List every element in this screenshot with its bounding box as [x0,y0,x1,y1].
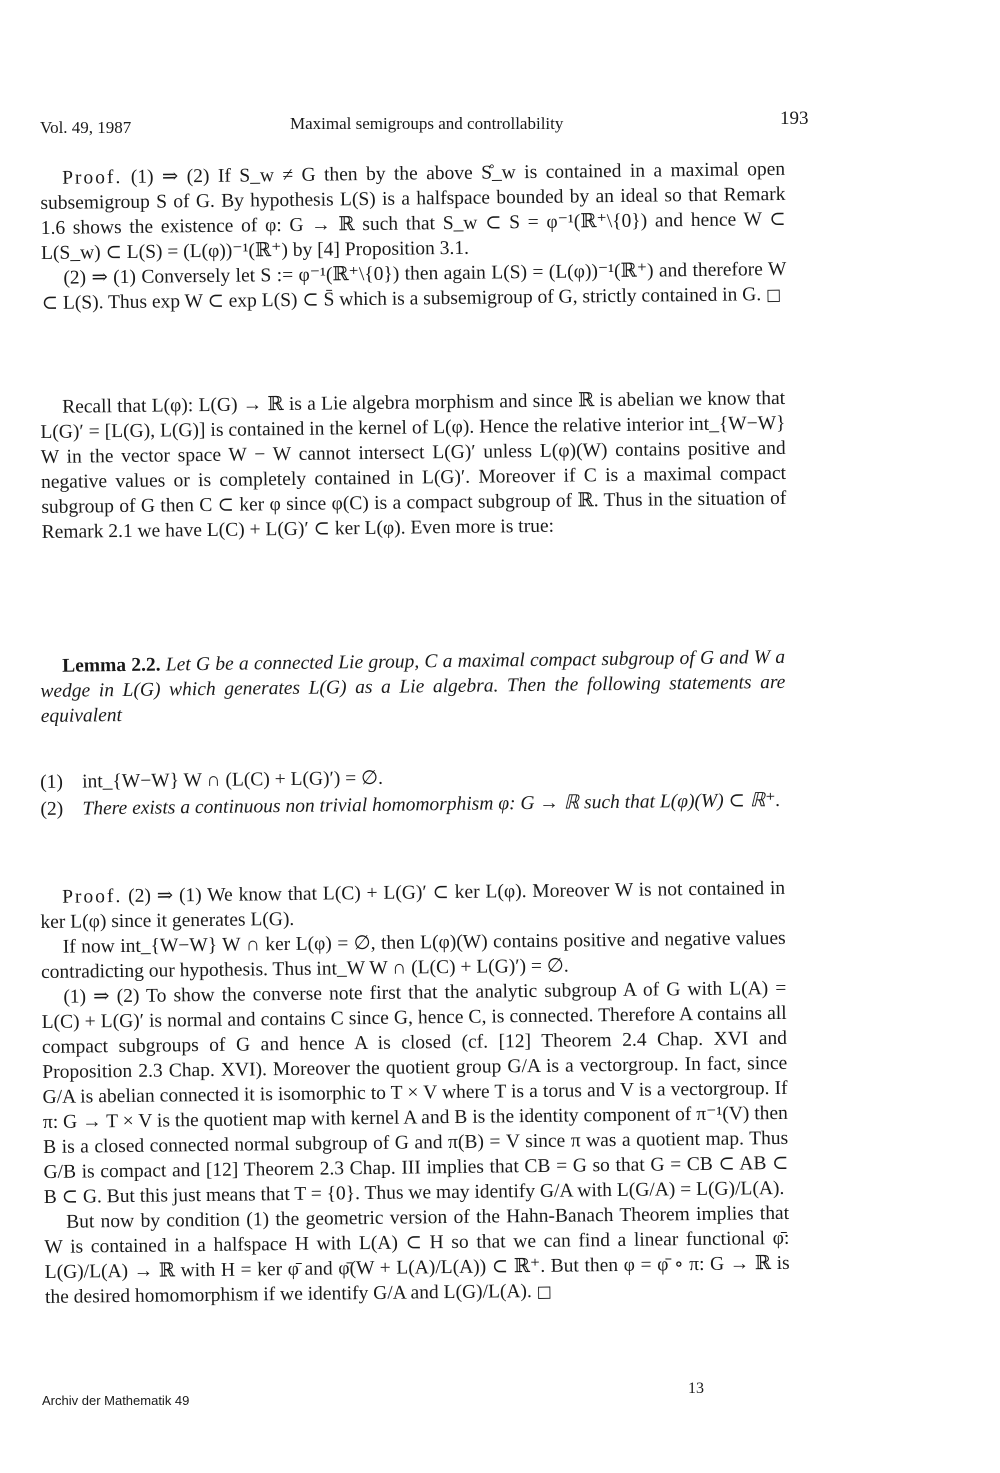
proof2-para4: But now by condition (1) the geometric version of the Hahn-Banach Theorem implies that W is contained in a halfspace H with L(A) ⊂ H so that we can find a linear functional φ̄: L(G)/L(A) → ℝ with H = ker φ̄ and φ̄(W + L(A)/L(A)) ⊂ ℝ⁺. But then φ = φ̄ ∘ π: G → ℝ is the desired homomorphism if we identify G/A and L(G)/L(A). [44,1202,790,1308]
proof1-paragraph [40,157,786,266]
proof1-label: Proof. [62,166,123,189]
proof2-paragraph-2: If now int_{W−W} W ∩ ker L(φ) = ∅, then L(φ)(W) contains positive and negative values contradicting our hypothesis. Thus int_W W ∩ (L(C) + L(G)′) = ∅. [40,927,786,983]
lemma-item-number: (2) [40,798,64,820]
recall-block [40,386,787,545]
lemma-label: Lemma 2.2. [62,654,161,677]
proof-block-2 [40,876,790,1310]
proof1-text: (1) ⇒ (2) If S_w ≠ G then by the above S̊_w is contained in a maximal open subsemigroup S of G. By hypothesis L(S) is a halfspace bounded by an ideal so that Remark 1.6 shows the existence of φ: G → ℝ such that S_w ⊂ S = φ⁻¹(ℝ⁺\{0}) and hence W ⊂ L(S_w) ⊂ L(S) = (L(φ))⁻¹(ℝ⁺) by [4] Proposition 3.1. [40,158,786,264]
running-header [40,108,809,142]
proof2-paragraph-1 [40,876,786,935]
journal-footer: Archiv der Mathematik 49 [42,1393,190,1408]
lemma-block [40,645,786,729]
volume-label: Vol. 49, 1987 [40,118,132,137]
proof1-paragraph-2 [41,257,787,316]
proof2-paragraph-4 [44,1201,790,1310]
page-number: 193 [780,108,809,129]
lemma-item-text: int_{W−W} W ∩ (L(C) + L(G)′) = ∅. [82,767,384,793]
qed-symbol: □ [536,1281,552,1301]
proof2-label: Proof. [62,885,123,908]
proof2-para1: (2) ⇒ (1) We know that L(C) + L(G)′ ⊂ ker L(φ). Moreover W is not contained in ker L(φ) since it generates L(G). [40,877,786,933]
qed-symbol: □ [765,284,782,305]
proof2-paragraph-3: (1) ⇒ (2) To show the converse note first that the analytic subgroup A of G with L(A) = L(C) + L(G)′ is normal and contains C since G, hence C, is connected. Therefore A contains all compact subgroups of G and hence A is closed (cf. [12] Theorem 2.4 Chap. XVI and Proposition 2.3 Chap. XVI). Moreover the quotient group G/A is a vectorgroup. In fact, since G/A is abelian connected it is isomorphic to T × V where T is a torus and V is a vectorgroup. If π: G → T × V is the quotient map with kernel A and B is the identity component of π⁻¹(V) then B is a closed connected normal subgroup of G and π(B) = V since π was a quotient map. Thus G/B is compact and [12] Theorem 2.3 Chap. III implies that CB = G so that G = CB ⊂ AB ⊂ B ⊂ G. But this just means that T = {0}. Thus we may identify G/A with L(G/A) = L(G)/L(A). [41,977,789,1208]
running-title: Maximal semigroups and controllability [290,114,564,133]
lemma-item-number: (1) [40,771,64,793]
lemma-statement-paragraph [40,645,786,729]
proof1-text2: (2) ⇒ (1) Conversely let S := φ⁻¹(ℝ⁺\{0}) then again L(S) = (L(φ))⁻¹(ℝ⁺) and therefore W ⊂ L(S). Thus exp W ⊂ exp L(S) ⊂ S̄ which is a subsemigroup of G, strictly contained in G. [41,258,787,314]
recall-paragraph: Recall that L(φ): L(G) → ℝ is a Lie algebra morphism and since ℝ is abelian we know that L(G)′ = [L(G), L(G)] is contained in the kernel of L(φ). Hence the relative interior int_{W−W} W in the vector space W − W cannot intersect L(G)′ unless L(φ)(W) contains positive and negative values or is completely contained in L(G)′. Moreover if C is a maximal compact subgroup of G then C ⊂ ker φ since φ(C) is a compact subgroup of ℝ. Thus in the situation of Remark 2.1 we have L(C) + L(G)′ ⊂ ker L(φ). Even more is true: [40,387,787,543]
signature-number: 13 [688,1380,704,1397]
proof-block-1 [40,157,787,316]
lemma-statement: Let G be a connected Lie group, C a maximal compact subgroup of G and W a wedge in L(G) which generates L(G) as a Lie algebra. Then the following statements are equivalent [40,646,786,727]
lemma-item-text: There exists a continuous non trivial homomorphism φ: G → ℝ such that L(φ)(W) ⊂ ℝ⁺. [82,789,781,820]
lemma-items [40,761,786,822]
